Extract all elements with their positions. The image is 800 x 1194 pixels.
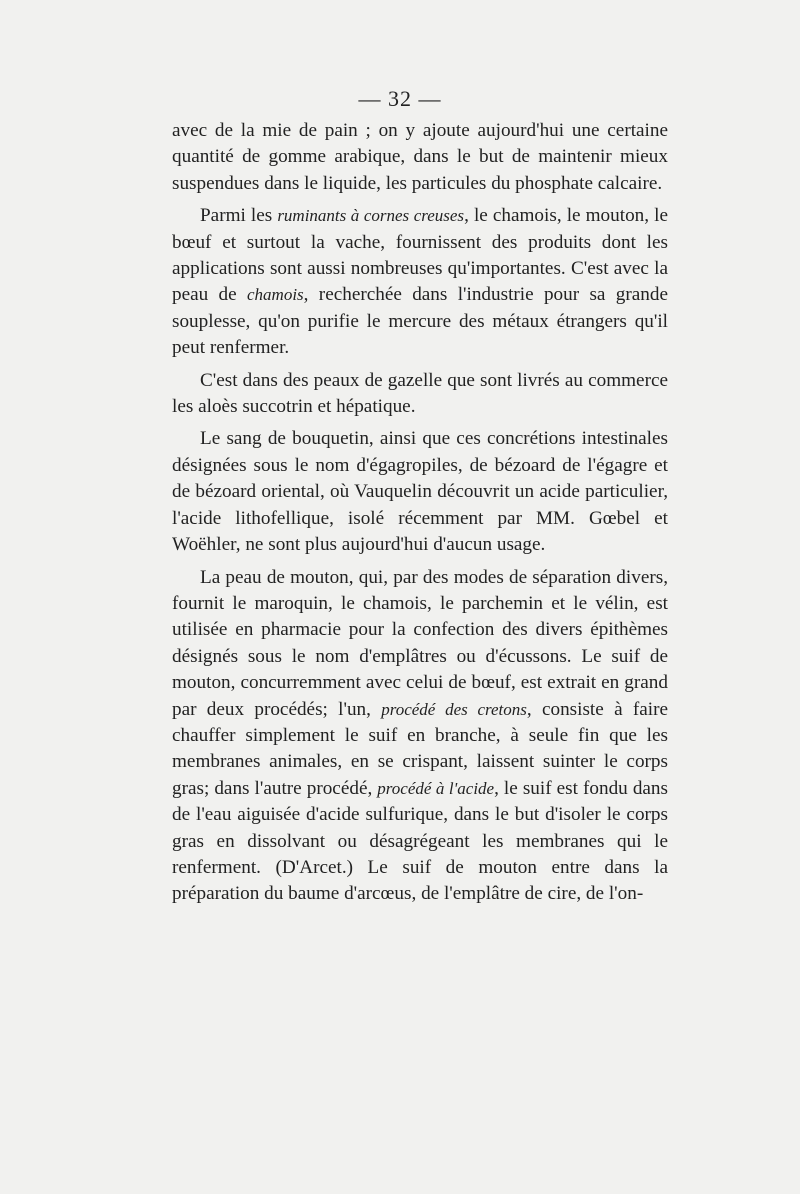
paragraph-5 [172, 565, 668, 908]
paragraph-5-part-1: La peau de mouton, qui, par des modes de séparation divers, fournit le maroquin, le chamois, le parchemin et le vélin, est utilisée en pharmacie pour la confection des divers épithèmes désignés sous le nom d'emplâtres ou d'écussons. Le suif de mouton, concurremment avec celui de bœuf, est extrait en grand par deux procédés; l'un, [172, 566, 668, 720]
paragraph-5-part-3: , le suif est fondu dans de l'eau aiguisée d'acide sulfurique, dans le but d'isoler le corps gras en dissolvant ou désagrégeant les membranes qui le renferment. (D'Arcet.) Le suif de mouton entre dans la préparation du baume d'arcœus, de l'emplâtre de cire, de l'on- [172, 777, 668, 905]
paragraph-4: Le sang de bouquetin, ainsi que ces concrétions intestinales désignées sous le nom d'égagropiles, de bézoard de l'égagre et de bézoard oriental, où Vauquelin découvrit un acide particulier, l'acide lithofellique, isolé récemment par MM. Gœbel et Woëhler, ne sont plus aujourd'hui d'aucun usage. [172, 428, 668, 556]
paragraph-2-italic-1: ruminants à cornes creuses [277, 206, 465, 226]
paragraph-3: C'est dans des peaux de gazelle que sont livrés au commerce les aloès succotrin et hépatique. [172, 369, 668, 418]
paragraph-5-part-2: , consiste à faire chauffer simplement le suif en branche, à seule fin que les membranes animales, en se crispant, laissent suinter le corps gras; dans l'autre procédé, [172, 698, 669, 799]
paragraph-2-part-1: Parmi les [200, 205, 278, 227]
paragraph-2-italic-2: chamois [247, 285, 304, 305]
paragraph-2-part-2: , le chamois, le mouton, le bœuf et surtout la vache, fournissent des produits dont les applications sont aussi nombreuses qu'importantes. C'est avec la peau de [172, 205, 668, 306]
paragraph-2 [172, 203, 668, 361]
body-text [172, 118, 668, 914]
paragraph-5-italic-2: procédé à l'acide [377, 778, 495, 798]
paragraph-5-italic-1: procédé des cretons [381, 699, 527, 719]
paragraph-1: avec de la mie de pain ; on y ajoute aujourd'hui une certaine quantité de gomme arabique, dans le but de maintenir mieux suspendues dans le liquide, les particules du phosphate calcaire. [172, 120, 668, 194]
paragraph-2-part-3: , recherchée dans l'industrie pour sa grande souplesse, qu'on purifie le mercure des métaux étrangers qu'il peut renfermer. [172, 284, 668, 359]
page-number: — 32 — [358, 86, 442, 111]
